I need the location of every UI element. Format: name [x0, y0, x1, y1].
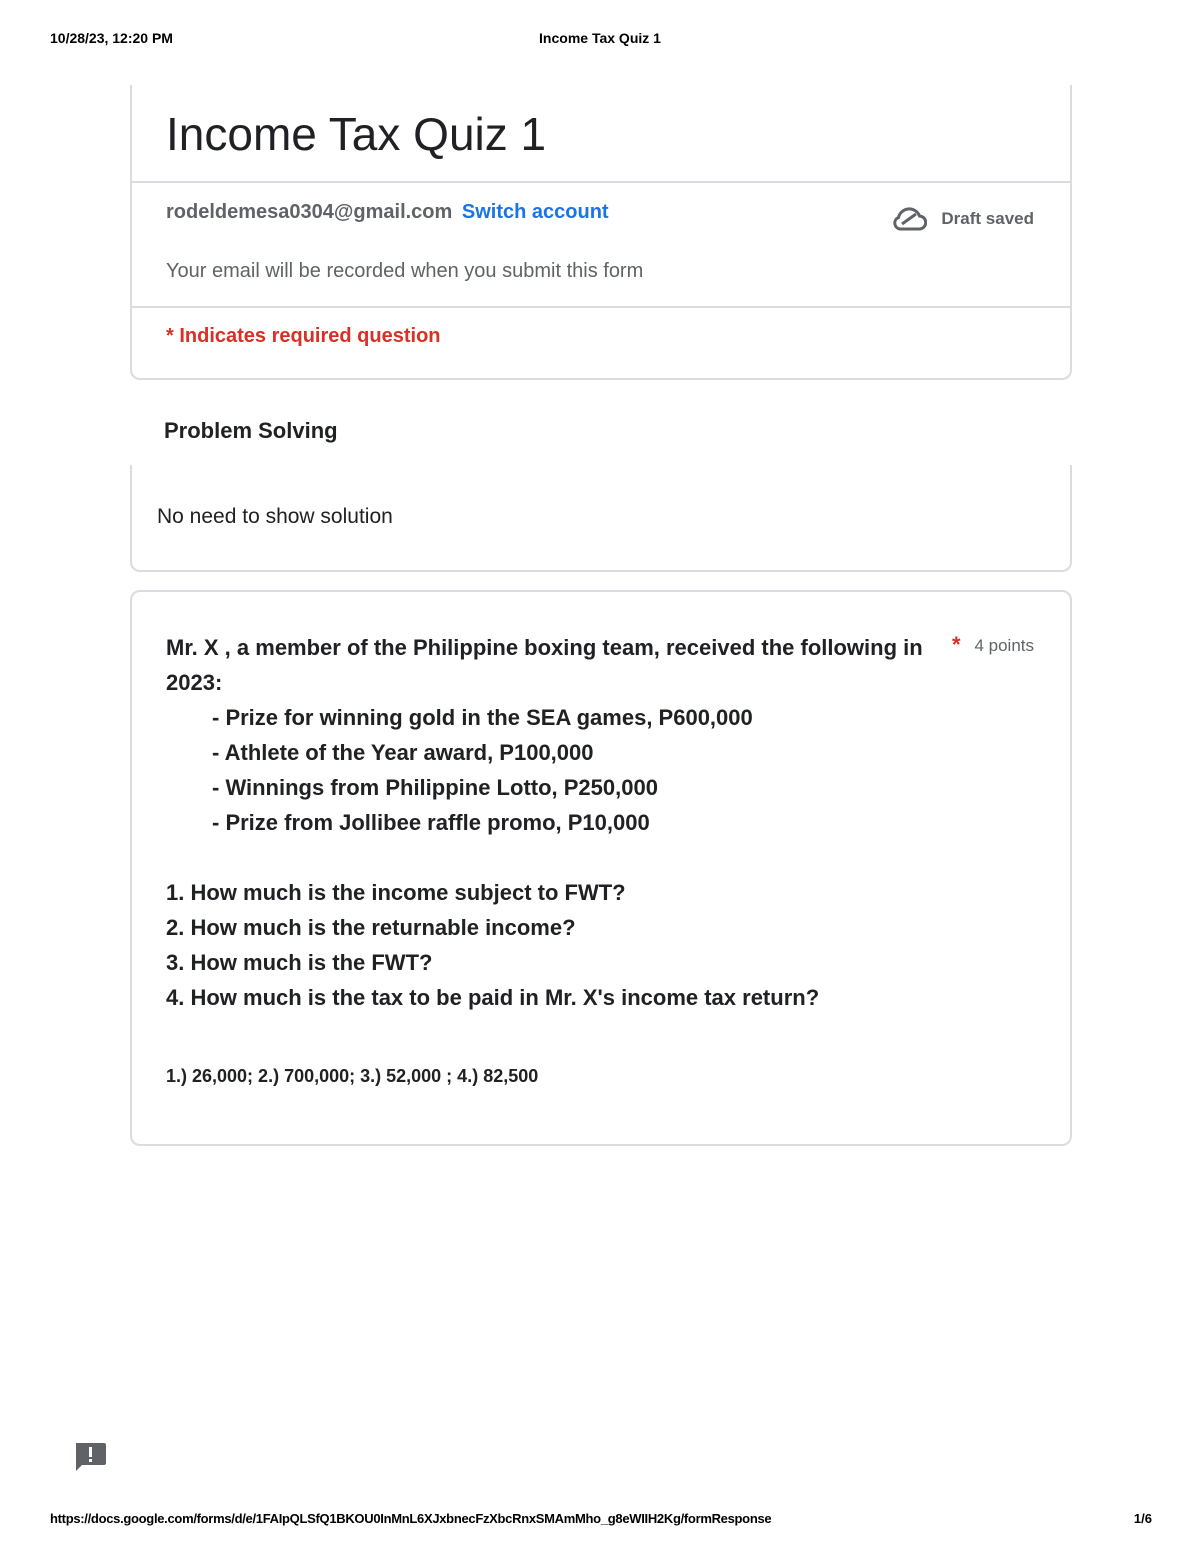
sub-question: 2. How much is the returnable income?: [166, 915, 576, 940]
prize-item: - Prize from Jollibee raffle promo, P10,000: [212, 810, 650, 835]
email-recorded-notice: Your email will be recorded when you submit this form: [166, 260, 644, 282]
sub-question: 4. How much is the tax to be paid in Mr. X's income tax return?: [166, 985, 820, 1010]
print-page-number: 1/6: [1133, 1511, 1152, 1526]
sub-question: 1. How much is the income subject to FWT?: [166, 880, 626, 905]
section-title: Problem Solving: [164, 418, 338, 443]
sub-question: 3. How much is the FWT?: [166, 950, 433, 975]
section-description-card: [130, 465, 1072, 572]
question-intro: Mr. X , a member of the Philippine boxing team, received the following in 2023:: [166, 635, 923, 695]
question-points: 4 points: [974, 636, 1034, 655]
report-feedback-icon[interactable]: [73, 1441, 107, 1473]
account-email: rodeldemesa0304@gmail.com: [166, 201, 453, 223]
prize-list: [212, 700, 753, 840]
question-card: [130, 590, 1072, 1146]
section-description: No need to show solution: [157, 505, 393, 528]
form-title: Income Tax Quiz 1: [166, 108, 547, 160]
form-header-card: [130, 85, 1072, 380]
print-page-title: Income Tax Quiz 1: [539, 30, 661, 46]
draft-status: [891, 206, 1034, 232]
header-divider-2: [132, 306, 1070, 308]
print-footer-url: https://docs.google.com/forms/d/e/1FAIpQLSfQ1BKOU0InMnL6XJxbnecFzXbcRnxSMAmMho_g8eWIIH2Kg/formResponse: [50, 1511, 772, 1526]
account-line: [166, 201, 609, 224]
switch-account-link[interactable]: Switch account: [461, 201, 609, 223]
prize-item: - Winnings from Philippine Lotto, P250,000: [212, 775, 658, 800]
required-star: *: [952, 632, 961, 657]
prize-item: - Prize for winning gold in the SEA games, P600,000: [212, 705, 753, 730]
draft-saved-text: Draft saved: [941, 209, 1034, 228]
required-question-notice: * Indicates required question: [166, 325, 441, 347]
answer-response[interactable]: 1.) 26,000; 2.) 700,000; 3.) 52,000 ; 4.) 82,500: [166, 1066, 539, 1086]
sub-question-list: [166, 875, 819, 1015]
prize-item: - Athlete of the Year award, P100,000: [212, 740, 594, 765]
print-datetime: 10/28/23, 12:20 PM: [50, 30, 173, 46]
cloud-done-icon: [891, 206, 927, 232]
header-divider: [132, 181, 1070, 183]
